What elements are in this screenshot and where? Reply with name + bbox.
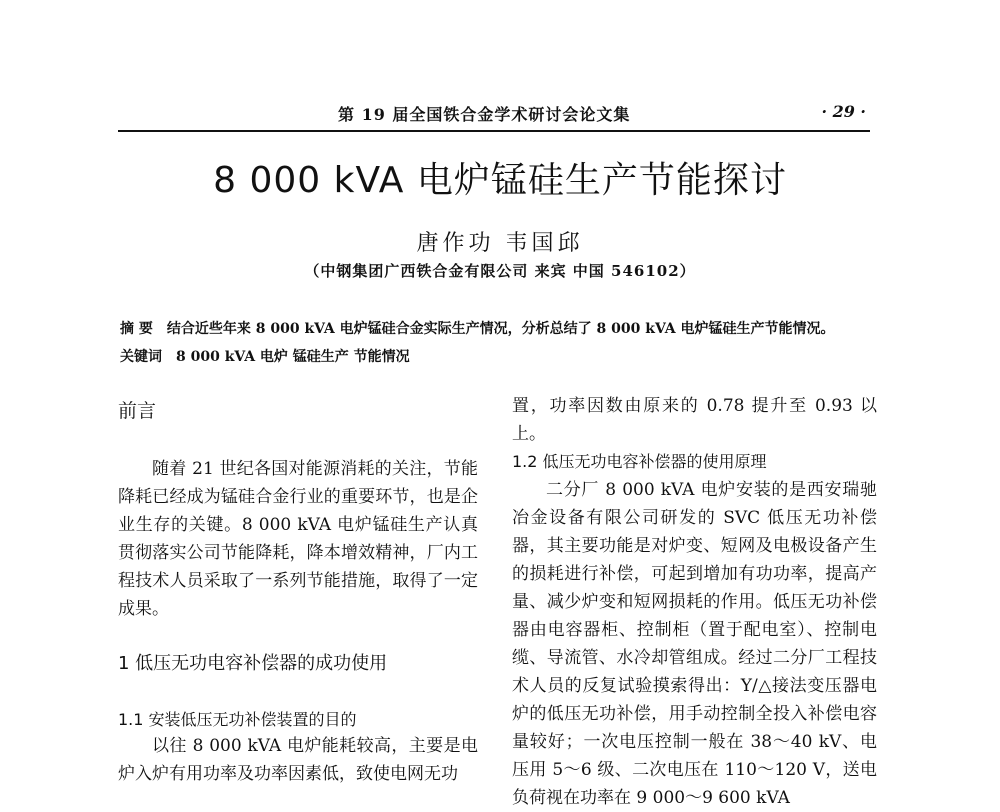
abstract-text: 结合近些年来 8 000 kVA 电炉锰硅合金实际生产情况，分析总结了 8 000 kVA 电炉锰硅生产节能情况。 [166,321,835,337]
section-1-2-heading: 1.2 低压无功电容补偿器的使用原理 [512,452,767,471]
keywords-label: 关键词 [120,349,162,365]
running-title: 第 19 届全国铁合金学术研讨会论文集 [338,105,631,124]
right-column [512,392,877,812]
section-1-1-paragraph: 以往 8 000 kVA 电炉能耗较高，主要是电炉入炉有用功率及功率因素低，致使电网无功 [118,736,478,784]
continued-text: 置，功率因数由原来的 0.78 提升至 0.93 以上。 [512,396,877,444]
preface-paragraph: 随着 21 世纪各国对能源消耗的关注，节能降耗已经成为锰硅合金行业的重要环节，也是企业生存的关键。8 000 kVA 电炉锰硅生产认真贯彻落实公司节能降耗，降本增效精神，厂内工程技术人员采取了一系列节能措施，取得了一定成果。 [118,459,478,619]
page-number: · 29 · [821,102,866,121]
preface-heading: 前言 [118,400,157,422]
abstract-label: 摘 要 [120,321,153,337]
running-header [118,100,870,132]
keywords [120,346,410,366]
left-column [118,392,478,788]
article-authors: 唐作功 韦国邱 [416,231,584,256]
section-1-2-paragraph: 二分厂 8 000 kVA 电炉安装的是西安瑞驰冶金设备有限公司研发的 SVC 低压无功补偿器，其主要功能是对炉变、短网及电极设备产生的损耗进行补偿，可起到增加有功功率，提高产量、减少炉变和短网损耗的作用。低压无功补偿器由电容器柜、控制柜（置于配电室）、控制电缆、导流管、水冷却管组成。经过二分厂工程技术人员的反复试验摸索得出：Y/△接法变压器电炉的低压无功补偿，用手动控制全投入补偿电容量较好；一次电压控制一般在 38～40 kV、电压用 5～6 级、二次电压在 110～120 V，送电负荷视在功率在 9 000～9 600 kVA [512,480,877,808]
section-1-1-heading: 1.1 安装低压无功补偿装置的目的 [118,710,357,729]
section-1-heading: 1 低压无功电容补偿器的成功使用 [118,653,388,674]
keywords-text: 8 000 kVA 电炉 锰硅生产 节能情况 [176,349,410,365]
abstract [120,318,834,338]
article-title: 8 000 kVA 电炉锰硅生产节能探讨 [213,160,787,201]
article-affiliation: （中钢集团广西铁合金有限公司 来宾 中国 546102） [304,262,696,280]
